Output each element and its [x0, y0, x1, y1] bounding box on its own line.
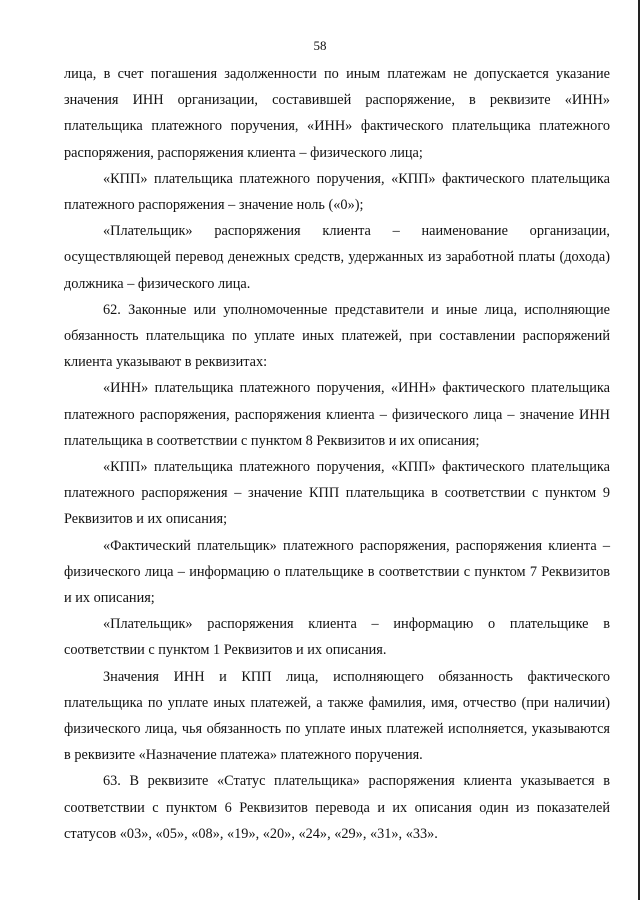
paragraph: Значения ИНН и КПП лица, исполняющего обязанность фактического плательщика по уплате иных платежей, а также фамилия, имя, отчество (при наличии) физического лица, чья обязанность по уплате иных платежей исполняется, указываются в реквизите «Назначение платежа» платежного поручения. — [64, 668, 610, 764]
paragraph: «Плательщик» распоряжения клиента – информацию о плательщике в соответствии с пунктом 1 Реквизитов и их описания. — [64, 616, 610, 659]
paragraph: «КПП» плательщика платежного поручения, «КПП» фактического плательщика платежного распоряжения – значение КПП плательщика в соответствии с пунктом 9 Реквизитов и их описания; — [64, 459, 610, 528]
paragraph: 63. В реквизите «Статус плательщика» распоряжения клиента указывается в соответствии с пунктом 6 Реквизитов перевода и их описания один из показателей статусов «03», «05», «08», «19», «20», «24», «29», «31», «33». — [64, 773, 610, 842]
paragraph: лица, в счет погашения задолженности по иным платежам не допускается указание значения ИНН организации, составившей распоряжение, в реквизите «ИНН» плательщика платежного поручения, «ИНН» фактического плательщика платежного распоряжения, распоряжения клиента – физического лица; — [64, 66, 610, 161]
paragraph: «КПП» плательщика платежного поручения, «КПП» фактического плательщика платежного распоряжения – значение ноль («0»); — [64, 170, 610, 214]
paragraph: «Фактический плательщик» платежного распоряжения, распоряжения клиента – физического лица – информацию о плательщике в соответствии с пунктом 7 Реквизитов и их описания; — [64, 537, 610, 607]
paragraph: «ИНН» плательщика платежного поручения, «ИНН» фактического плательщика платежного распоряжения, распоряжения клиента – физического лица – значение ИНН плательщика в соответствии с пунктом 8 Реквизитов и их описания; — [64, 380, 610, 449]
page-number: 58 — [313, 38, 327, 53]
paragraph: «Плательщик» распоряжения клиента – наименование организации, осуществляющей перевод денежных средств, удержанных из заработной платы (дохода) должника – физического лица. — [64, 223, 610, 292]
paragraph: 62. Законные или уполномоченные представители и иные лица, исполняющие обязанность плательщика по уплате иных платежей, при составлении распоряжений клиента указывают в реквизитах: — [64, 301, 610, 371]
document-body — [64, 61, 610, 847]
